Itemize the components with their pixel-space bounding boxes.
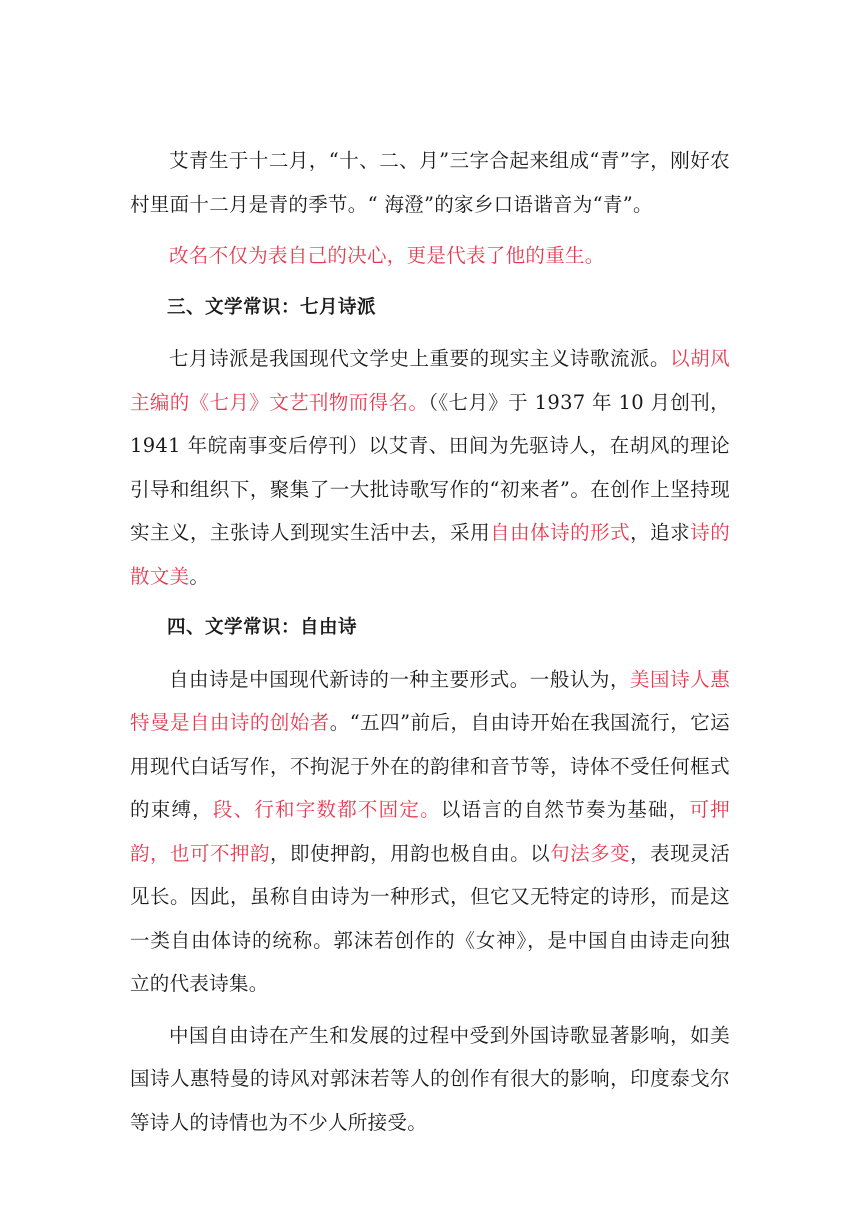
highlight-text: 改名不仅为表自己的决心，更是代表了他的重生。 [169,244,605,267]
paragraph-free-verse [130,658,730,1006]
paragraph-name-origin [130,139,730,226]
paragraph-july-school [130,337,730,598]
highlight-text: 美国诗人惠特曼是自由诗的创始者 [130,667,730,734]
highlight-text: 段、行和字数都不固定。 [212,798,441,821]
paragraph-text: 中国自由诗在产生和发展的过程中受到外国诗歌显著影响，如美国诗人惠特曼的诗风对郭沫若等人的创作有很大的影响，印度泰戈尔等诗人的诗情也为不少人所接受。 [130,1023,730,1134]
highlight-text: 可押韵，也可不押韵 [130,798,731,865]
text-run: 七月诗派是我国现代文学史上重要的现实主义诗歌流派。 [169,347,671,370]
highlight-text: 自由体诗的形式 [490,521,631,544]
document-body [130,139,730,1144]
text-run: ，即使押韵，用韵也极自由。以 [270,841,551,865]
text-run: 自由诗是中国现代新诗的一种主要形式。一般认为， [169,667,631,691]
paragraph-text: 艾青生于十二月，“十、二、月”三字合起来组成“青”字，刚好农村里面十二月是青的季节。“ 海澄”的家乡口语谐音为“青”。 [130,149,730,216]
heading-text: 三、文学常识：七月诗派 [167,296,377,318]
text-run: 以语言的自然节奏为基础， [440,798,690,821]
highlight-text: 以胡风主编的《七月》文艺刊物而得名。 [130,347,730,414]
paragraph-rebirth-highlight [130,234,730,278]
paragraph-foreign-influence [130,1014,730,1145]
text-run: 。“五四”前后，自由诗开始在我国流行，它运用现代白话写作，不拘泥于外在的韵律和音节等，诗体不受任何框式的束缚， [130,711,730,821]
heading-text: 四、文学常识：自由诗 [167,617,358,638]
section-heading-july-school [130,286,730,330]
section-heading-free-verse [130,606,730,650]
text-run: 。 [189,564,210,588]
highlight-text: 句法多变 [550,841,631,865]
highlight-text: 诗的散文美 [130,521,730,588]
text-run: ，追求 [630,521,691,544]
text-run: ，表现灵活见长。因此，虽称自由诗为一种形式，但它又无特定的诗形，而是这一类自由体诗的统称。郭沫若创作的《女神》，是中国自由诗走向独立的代表诗集。 [130,841,730,995]
text-run: （《七月》于 1937 年 10 月创刊，1941 年皖南事变后停刊）以艾青、田间为先驱诗人，在胡风的理论引导和组织下，聚集了一大批诗歌写作的“初来者”。在创作上坚持现实主义，主张诗人到现实生活中去，采用 [130,390,730,544]
